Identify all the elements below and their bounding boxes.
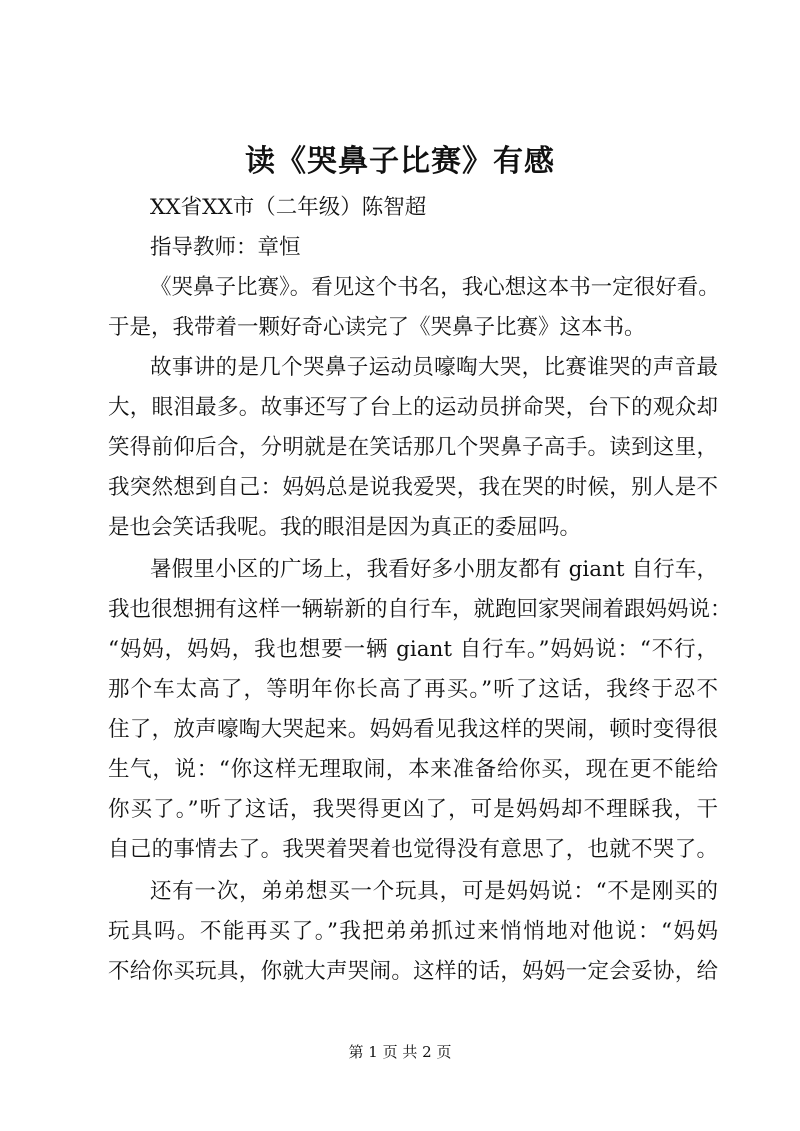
teacher-line: 指导教师：章恒 bbox=[150, 235, 301, 260]
paragraph-line: 还有一次，弟弟想买一个玩具，可是妈妈说：“不是刚买的 bbox=[150, 879, 718, 904]
paragraph-line: 玩具吗。不能再买了。”我把弟弟抓过来悄悄地对他说：“妈妈 bbox=[108, 919, 718, 944]
paragraph-line: 故事讲的是几个哭鼻子运动员嚎啕大哭，比赛谁哭的声音最 bbox=[150, 355, 718, 380]
paragraph-line: 是也会笑话我呢。我的眼泪是因为真正的委屈吗。 bbox=[108, 515, 582, 540]
document-title: 读《哭鼻子比赛》有感 bbox=[245, 144, 555, 179]
paragraph-line: 你买了。”听了这话，我哭得更凶了，可是妈妈却不理睬我，干 bbox=[108, 797, 718, 822]
paragraph-line: 不给你买玩具，你就大声哭闹。这样的话，妈妈一定会妥协，给 bbox=[108, 959, 718, 984]
paragraph-line: 《哭鼻子比赛》。看见这个书名，我心想这本书一定很好看。 bbox=[150, 275, 720, 300]
paragraph-line: 我突然想到自己：妈妈总是说我爱哭，我在哭的时候，别人是不 bbox=[108, 475, 718, 500]
paragraph-line: 暑假里小区的广场上，我看好多小朋友都有 giant 自行车， bbox=[150, 557, 718, 582]
paragraph-line: 那个车太高了，等明年你长高了再买。”听了这话，我终于忍不 bbox=[108, 677, 718, 702]
paragraph-line: 大，眼泪最多。故事还写了台上的运动员拼命哭，台下的观众却 bbox=[108, 395, 718, 420]
paragraph-line: 于是，我带着一颗好奇心读完了《哭鼻子比赛》这本书。 bbox=[108, 315, 646, 340]
paragraph-line: 住了，放声嚎啕大哭起来。妈妈看见我这样的哭闹，顿时变得很 bbox=[108, 717, 718, 742]
paragraph-line: 笑得前仰后合，分明就是在笑话那几个哭鼻子高手。读到这里， bbox=[108, 435, 718, 460]
author-line: XX省XX市（二年级）陈智超 bbox=[150, 195, 427, 220]
page-footer: 第 1 页 共 2 页 bbox=[348, 1043, 452, 1061]
paragraph-line: 生气，说：“你这样无理取闹，本来准备给你买，现在更不能给 bbox=[108, 757, 718, 782]
paragraph-line: 我也很想拥有这样一辆崭新的自行车，就跑回家哭闹着跟妈妈说： bbox=[108, 597, 732, 622]
paragraph-line: 自己的事情去了。我哭着哭着也觉得没有意思了，也就不哭了。 bbox=[108, 837, 718, 862]
paragraph-line: “妈妈，妈妈，我也想要一辆 giant 自行车。”妈妈说：“不行， bbox=[108, 637, 718, 662]
